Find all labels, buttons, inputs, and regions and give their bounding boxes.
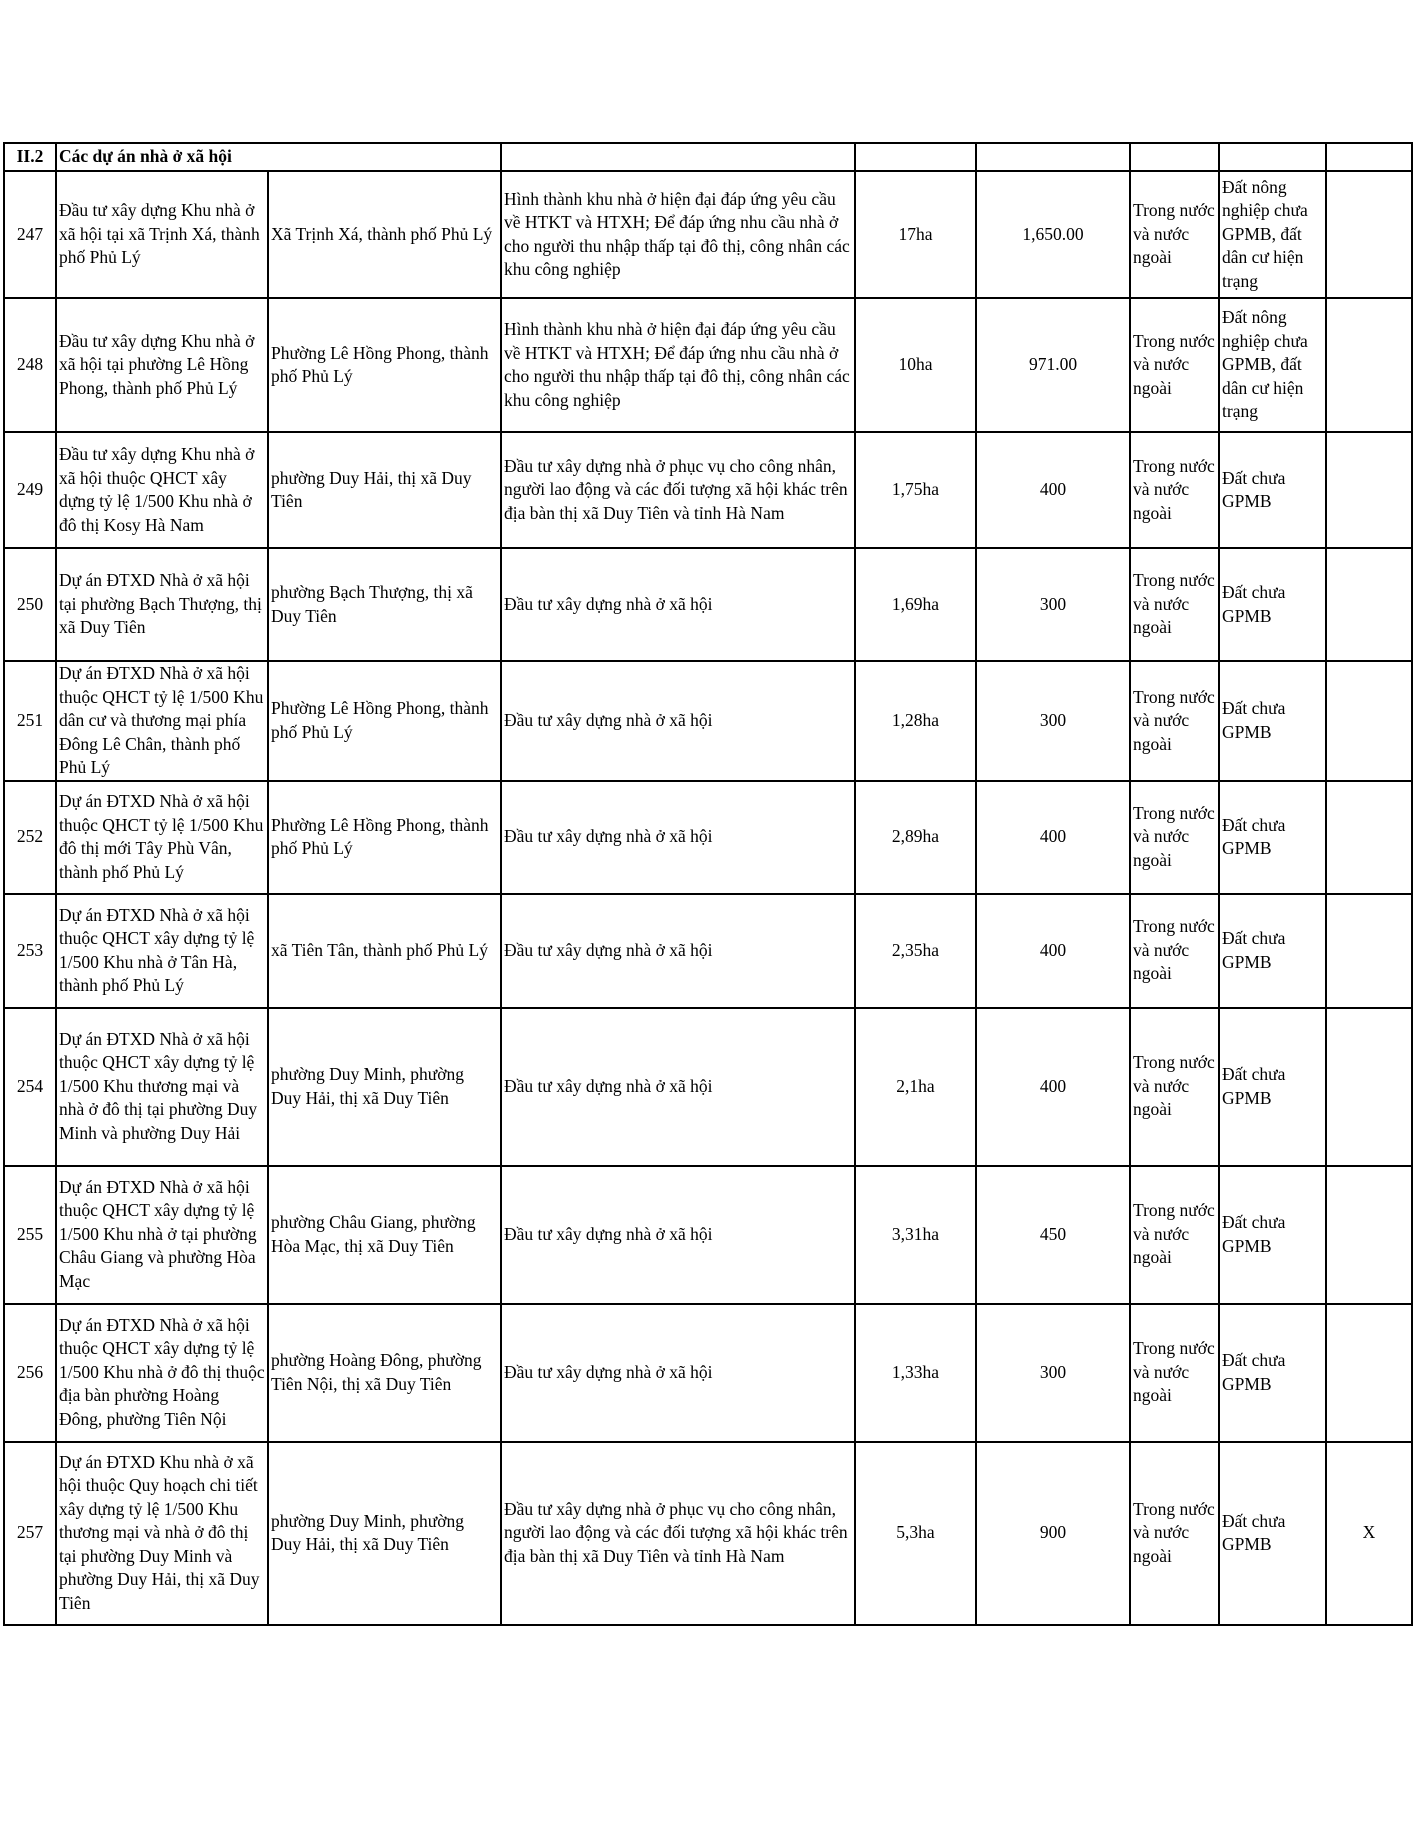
cell-location: phường Duy Minh, phường Duy Hải, thị xã Duy Tiên	[268, 1442, 501, 1625]
cell-capital: 300	[976, 548, 1130, 661]
cell-capital: 400	[976, 432, 1130, 548]
cell-area: 17ha	[855, 171, 976, 298]
cell-area: 1,28ha	[855, 661, 976, 781]
cell-mark: X	[1326, 1442, 1412, 1625]
cell-stt: 255	[4, 1166, 56, 1304]
cell-land-status: Đất nông nghiệp chưa GPMB, đất dân cư hiện trạng	[1219, 171, 1326, 298]
cell-capital: 400	[976, 1008, 1130, 1166]
cell-capital: 450	[976, 1166, 1130, 1304]
cell-investor: Trong nước và nước ngoài	[1130, 781, 1219, 894]
table-row	[4, 432, 1412, 548]
table-row	[4, 781, 1412, 894]
cell-land-status: Đất chưa GPMB	[1219, 1166, 1326, 1304]
section-empty-cell	[976, 143, 1130, 171]
cell-mark	[1326, 894, 1412, 1008]
cell-project-name: Dự án ĐTXD Nhà ở xã hội thuộc QHCT tỷ lệ 1/500 Khu dân cư và thương mại phía Đông Lê Chân, thành phố Phủ Lý	[56, 661, 268, 781]
cell-land-status: Đất chưa GPMB	[1219, 894, 1326, 1008]
cell-mark	[1326, 171, 1412, 298]
cell-objective: Đầu tư xây dựng nhà ở xã hội	[501, 1008, 855, 1166]
table-row	[4, 298, 1412, 432]
cell-stt: 253	[4, 894, 56, 1008]
cell-location: xã Tiên Tân, thành phố Phủ Lý	[268, 894, 501, 1008]
cell-objective: Đầu tư xây dựng nhà ở xã hội	[501, 661, 855, 781]
cell-project-name: Dự án ĐTXD Nhà ở xã hội thuộc QHCT xây dựng tỷ lệ 1/500 Khu nhà ở Tân Hà, thành phố Phủ Lý	[56, 894, 268, 1008]
cell-investor: Trong nước và nước ngoài	[1130, 894, 1219, 1008]
cell-stt: 256	[4, 1304, 56, 1442]
cell-project-name: Đầu tư xây dựng Khu nhà ở xã hội tại phường Lê Hồng Phong, thành phố Phủ Lý	[56, 298, 268, 432]
cell-land-status: Đất chưa GPMB	[1219, 1442, 1326, 1625]
section-empty-cell	[501, 143, 855, 171]
cell-capital: 900	[976, 1442, 1130, 1625]
projects-table	[3, 142, 1413, 1626]
table-row	[4, 171, 1412, 298]
cell-project-name: Dự án ĐTXD Nhà ở xã hội thuộc QHCT xây dựng tỷ lệ 1/500 Khu nhà ở tại phường Châu Giang và phường Hòa Mạc	[56, 1166, 268, 1304]
cell-mark	[1326, 1166, 1412, 1304]
cell-location: Phường Lê Hồng Phong, thành phố Phủ Lý	[268, 661, 501, 781]
cell-location: Phường Lê Hồng Phong, thành phố Phủ Lý	[268, 298, 501, 432]
section-code: II.2	[4, 143, 56, 171]
cell-investor: Trong nước và nước ngoài	[1130, 1166, 1219, 1304]
section-empty-cell	[1326, 143, 1412, 171]
cell-area: 1,75ha	[855, 432, 976, 548]
table-row	[4, 1304, 1412, 1442]
section-empty-cell	[855, 143, 976, 171]
cell-project-name: Dự án ĐTXD Khu nhà ở xã hội thuộc Quy hoạch chi tiết xây dựng tỷ lệ 1/500 Khu thương mại và nhà ở đô thị tại phường Duy Minh và phường Duy Hải, thị xã Duy Tiên	[56, 1442, 268, 1625]
cell-investor: Trong nước và nước ngoài	[1130, 171, 1219, 298]
cell-objective: Đầu tư xây dựng nhà ở xã hội	[501, 1166, 855, 1304]
cell-location: phường Bạch Thượng, thị xã Duy Tiên	[268, 548, 501, 661]
cell-location: phường Châu Giang, phường Hòa Mạc, thị xã Duy Tiên	[268, 1166, 501, 1304]
cell-area: 1,69ha	[855, 548, 976, 661]
cell-stt: 257	[4, 1442, 56, 1625]
cell-capital: 300	[976, 661, 1130, 781]
cell-stt: 247	[4, 171, 56, 298]
cell-objective: Đầu tư xây dựng nhà ở phục vụ cho công nhân, người lao động và các đối tượng xã hội khác trên địa bàn thị xã Duy Tiên và tỉnh Hà Nam	[501, 1442, 855, 1625]
cell-stt: 249	[4, 432, 56, 548]
cell-mark	[1326, 1304, 1412, 1442]
cell-capital: 971.00	[976, 298, 1130, 432]
cell-stt: 252	[4, 781, 56, 894]
cell-project-name: Đầu tư xây dựng Khu nhà ở xã hội thuộc QHCT xây dựng tỷ lệ 1/500 Khu nhà ở đô thị Kosy Hà Nam	[56, 432, 268, 548]
cell-location: phường Hoàng Đông, phường Tiên Nội, thị xã Duy Tiên	[268, 1304, 501, 1442]
cell-capital: 400	[976, 781, 1130, 894]
table-row	[4, 661, 1412, 781]
cell-stt: 251	[4, 661, 56, 781]
cell-location: Xã Trịnh Xá, thành phố Phủ Lý	[268, 171, 501, 298]
cell-investor: Trong nước và nước ngoài	[1130, 298, 1219, 432]
cell-mark	[1326, 661, 1412, 781]
cell-location: phường Duy Hải, thị xã Duy Tiên	[268, 432, 501, 548]
cell-objective: Đầu tư xây dựng nhà ở xã hội	[501, 894, 855, 1008]
cell-investor: Trong nước và nước ngoài	[1130, 548, 1219, 661]
cell-stt: 250	[4, 548, 56, 661]
cell-investor: Trong nước và nước ngoài	[1130, 1442, 1219, 1625]
cell-investor: Trong nước và nước ngoài	[1130, 661, 1219, 781]
cell-location: Phường Lê Hồng Phong, thành phố Phủ Lý	[268, 781, 501, 894]
table-row	[4, 1166, 1412, 1304]
cell-mark	[1326, 432, 1412, 548]
cell-investor: Trong nước và nước ngoài	[1130, 432, 1219, 548]
section-header-row	[4, 143, 1412, 171]
cell-project-name: Dự án ĐTXD Nhà ở xã hội tại phường Bạch Thượng, thị xã Duy Tiên	[56, 548, 268, 661]
cell-capital: 1,650.00	[976, 171, 1130, 298]
cell-objective: Đầu tư xây dựng nhà ở xã hội	[501, 781, 855, 894]
cell-project-name: Dự án ĐTXD Nhà ở xã hội thuộc QHCT tỷ lệ 1/500 Khu đô thị mới Tây Phù Vân, thành phố Phủ Lý	[56, 781, 268, 894]
table-row	[4, 894, 1412, 1008]
cell-objective: Đầu tư xây dựng nhà ở xã hội	[501, 1304, 855, 1442]
cell-capital: 300	[976, 1304, 1130, 1442]
section-title: Các dự án nhà ở xã hội	[56, 143, 501, 171]
cell-land-status: Đất chưa GPMB	[1219, 781, 1326, 894]
cell-project-name: Đầu tư xây dựng Khu nhà ở xã hội tại xã Trịnh Xá, thành phố Phủ Lý	[56, 171, 268, 298]
cell-project-name: Dự án ĐTXD Nhà ở xã hội thuộc QHCT xây dựng tỷ lệ 1/500 Khu thương mại và nhà ở đô thị tại phường Duy Minh và phường Duy Hải	[56, 1008, 268, 1166]
cell-objective: Đầu tư xây dựng nhà ở xã hội	[501, 548, 855, 661]
section-empty-cell	[1130, 143, 1219, 171]
cell-investor: Trong nước và nước ngoài	[1130, 1304, 1219, 1442]
cell-area: 3,31ha	[855, 1166, 976, 1304]
cell-area: 5,3ha	[855, 1442, 976, 1625]
cell-objective: Hình thành khu nhà ở hiện đại đáp ứng yêu cầu về HTKT và HTXH; Để đáp ứng nhu cầu nhà ở cho người thu nhập thấp tại đô thị, công nhân các khu công nghiệp	[501, 298, 855, 432]
table-row	[4, 1442, 1412, 1625]
cell-area: 2,1ha	[855, 1008, 976, 1166]
cell-area: 2,35ha	[855, 894, 976, 1008]
table-row	[4, 548, 1412, 661]
table-row	[4, 1008, 1412, 1166]
cell-land-status: Đất chưa GPMB	[1219, 548, 1326, 661]
cell-area: 2,89ha	[855, 781, 976, 894]
cell-mark	[1326, 298, 1412, 432]
cell-land-status: Đất nông nghiệp chưa GPMB, đất dân cư hiện trạng	[1219, 298, 1326, 432]
cell-stt: 254	[4, 1008, 56, 1166]
cell-land-status: Đất chưa GPMB	[1219, 661, 1326, 781]
cell-project-name: Dự án ĐTXD Nhà ở xã hội thuộc QHCT xây dựng tỷ lệ 1/500 Khu nhà ở đô thị thuộc địa bàn phường Hoàng Đông, phường Tiên Nội	[56, 1304, 268, 1442]
cell-investor: Trong nước và nước ngoài	[1130, 1008, 1219, 1166]
section-empty-cell	[1219, 143, 1326, 171]
cell-mark	[1326, 1008, 1412, 1166]
cell-land-status: Đất chưa GPMB	[1219, 432, 1326, 548]
cell-location: phường Duy Minh, phường Duy Hải, thị xã Duy Tiên	[268, 1008, 501, 1166]
cell-land-status: Đất chưa GPMB	[1219, 1304, 1326, 1442]
cell-land-status: Đất chưa GPMB	[1219, 1008, 1326, 1166]
cell-mark	[1326, 781, 1412, 894]
cell-area: 10ha	[855, 298, 976, 432]
cell-objective: Hình thành khu nhà ở hiện đại đáp ứng yêu cầu về HTKT và HTXH; Để đáp ứng nhu cầu nhà ở cho người thu nhập thấp tại đô thị, công nhân các khu công nghiệp	[501, 171, 855, 298]
cell-capital: 400	[976, 894, 1130, 1008]
cell-stt: 248	[4, 298, 56, 432]
cell-area: 1,33ha	[855, 1304, 976, 1442]
cell-mark	[1326, 548, 1412, 661]
cell-objective: Đầu tư xây dựng nhà ở phục vụ cho công nhân, người lao động và các đối tượng xã hội khác trên địa bàn thị xã Duy Tiên và tỉnh Hà Nam	[501, 432, 855, 548]
